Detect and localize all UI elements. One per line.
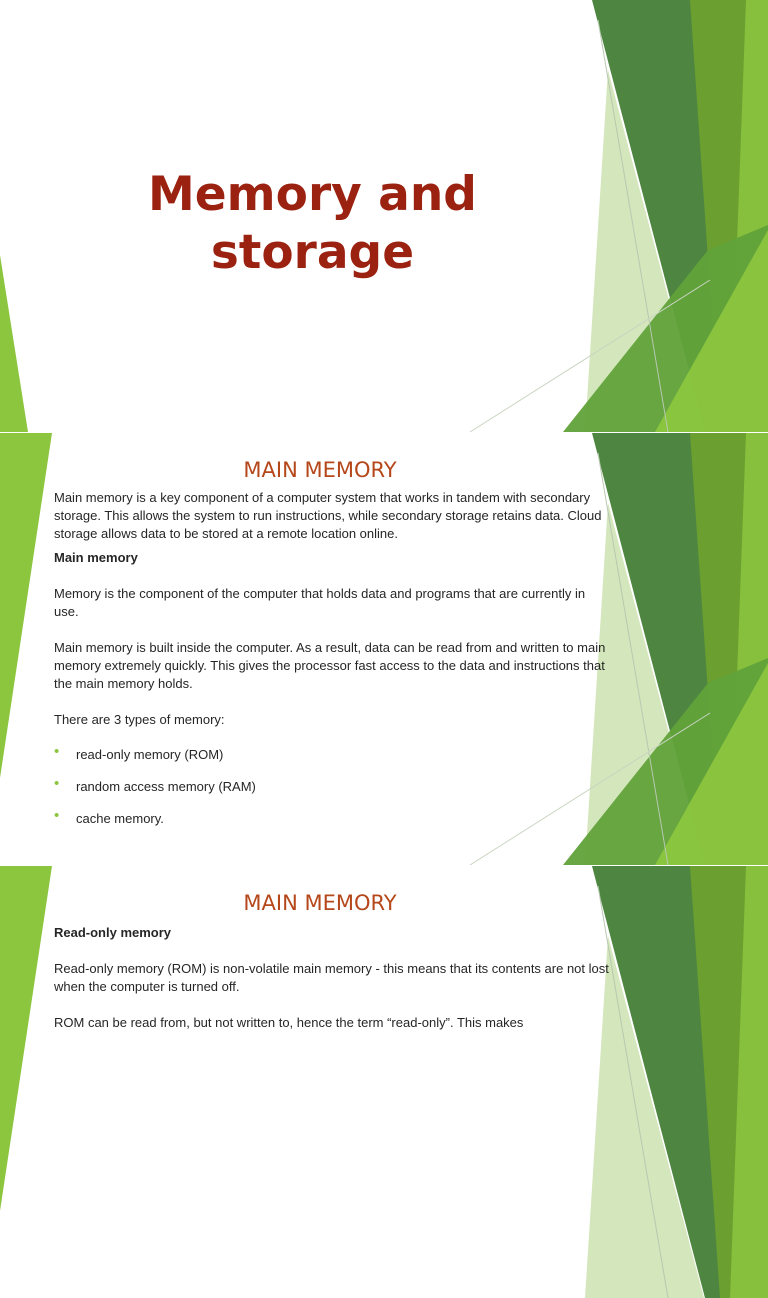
paragraph: Memory is the component of the computer that holds data and programs that are currently in use. <box>54 586 586 619</box>
bullet-icon: • <box>54 775 60 792</box>
paragraph: Main memory is built inside the computer. As a result, data can be read from and written to main memory extremely quickly. This gives the processor fast access to the data and instructions that the main memory holds. <box>54 640 606 691</box>
intro-paragraph: Main memory is a key component of a computer system that works in tandem with secondary storage. This allows the system to run instructions, while secondary storage retains data. Cloud storage allows data to be stored at a remote location online. <box>54 490 602 541</box>
subheading: Main memory <box>54 550 138 565</box>
list-item-text: random access memory (RAM) <box>76 779 256 794</box>
list-item-text: read-only memory (ROM) <box>76 747 224 762</box>
slide-body <box>54 924 610 1032</box>
read-only-memory-slide <box>0 866 768 1298</box>
slide-heading: MAIN MEMORY <box>243 458 397 482</box>
paragraph: Read-only memory (ROM) is non-volatile main memory - this means that its contents are not lost when the computer is turned off. <box>54 961 609 994</box>
list-item-text: cache memory. <box>76 811 164 826</box>
bullet-icon: • <box>54 807 60 824</box>
paragraph: ROM can be read from, but not written to, hence the term “read-only”. This makes <box>54 1015 524 1030</box>
list-item <box>54 807 610 828</box>
subheading: Read-only memory <box>54 925 172 940</box>
slide-heading: MAIN MEMORY <box>243 891 397 915</box>
bullet-icon: • <box>54 743 60 760</box>
list-item <box>54 743 610 764</box>
paragraph: There are 3 types of memory: <box>54 712 225 727</box>
title-slide <box>0 0 768 432</box>
presentation-title: Memory and storage <box>148 167 477 280</box>
list-item <box>54 775 610 796</box>
memory-types-list <box>54 743 610 828</box>
slide-body <box>54 489 610 842</box>
main-memory-slide <box>0 433 768 865</box>
